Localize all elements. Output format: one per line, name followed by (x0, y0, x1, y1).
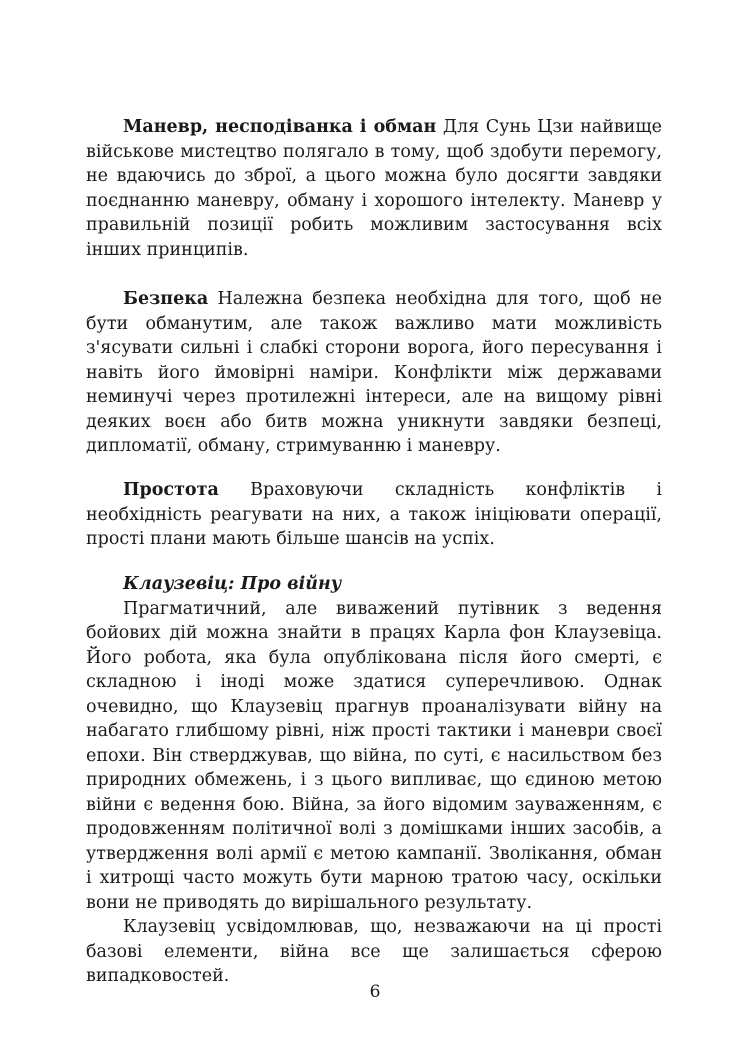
clausewitz-paragraph-1: Прагматичний, але виважений путівник з ведення бойових дій можна знайти в працях Карла фон Клаузевіца. Його робота, яка була опублікована після його смерті, є складною і іноді може здатися суперечливою. Однак очевидно, що Клаузевіц прагнув проаналізувати війну на набагато глибшому рівні, ніж прості тактики і маневри своєї епохи. Він стверджував, що війна, по суті, є насильством без природних обмежень, і з цього випливає, що єдиною метою війни є ведення бою. Війна, за його відомим зауваженням, є продовженням політичної волі з домішками інших засобів, а утвердження волі армії є метою кампанії. Зволікання, обман і хитрощі часто можуть бути марною тратою часу, оскільки вони не приводять до вирішального результату. (86, 598, 662, 913)
security-text: Належна безпека необхідна для того, щоб не бути обманутим, але також важливо мати можливість з'ясувати сильні і слабкі сторони ворога, його пересування і навіть його ймовірні наміри. Конфлікти між державами неминучі через протилежні інтереси, але на вищому рівні деяких воєн або битв можна уникнути завдяки безпеці, дипломатії, обману, стримуванню і маневру. (86, 289, 662, 456)
maneuver-term: Маневр, несподіванка і обман (123, 117, 437, 137)
section-clausewitz (86, 572, 662, 989)
maneuver-paragraph (86, 115, 662, 262)
security-term: Безпека (123, 289, 209, 309)
clausewitz-paragraph-2: Клаузевіц усвідомлював, що, незважаючи на ці прості базові елементи, війна все ще залишається сферою випадковостей. (86, 917, 662, 986)
section-security (86, 287, 662, 459)
maneuver-text: Для Сунь Цзи найвище військове мистецтво полягало в тому, щоб здобути перемогу, не вдаючись до зброї, а цього можна було досягти завдяки поєднанню маневру, обману і хорошого інтелекту. Маневр у правильній позиції робить можливим застосування всіх інших принципів. (86, 117, 662, 260)
page-number: 6 (369, 982, 381, 1002)
simplicity-text: Враховуючи складність конфліктів і необхідність реагувати на них, а також ініціювати операції, прості плани мають більше шансів на успіх. (86, 480, 662, 549)
simplicity-term: Простота (123, 480, 219, 500)
clausewitz-heading: Клаузевіц: Про війну (123, 574, 342, 594)
simplicity-paragraph (86, 478, 662, 552)
security-paragraph (86, 287, 662, 459)
section-simplicity (86, 478, 662, 552)
section-maneuver (86, 115, 662, 262)
